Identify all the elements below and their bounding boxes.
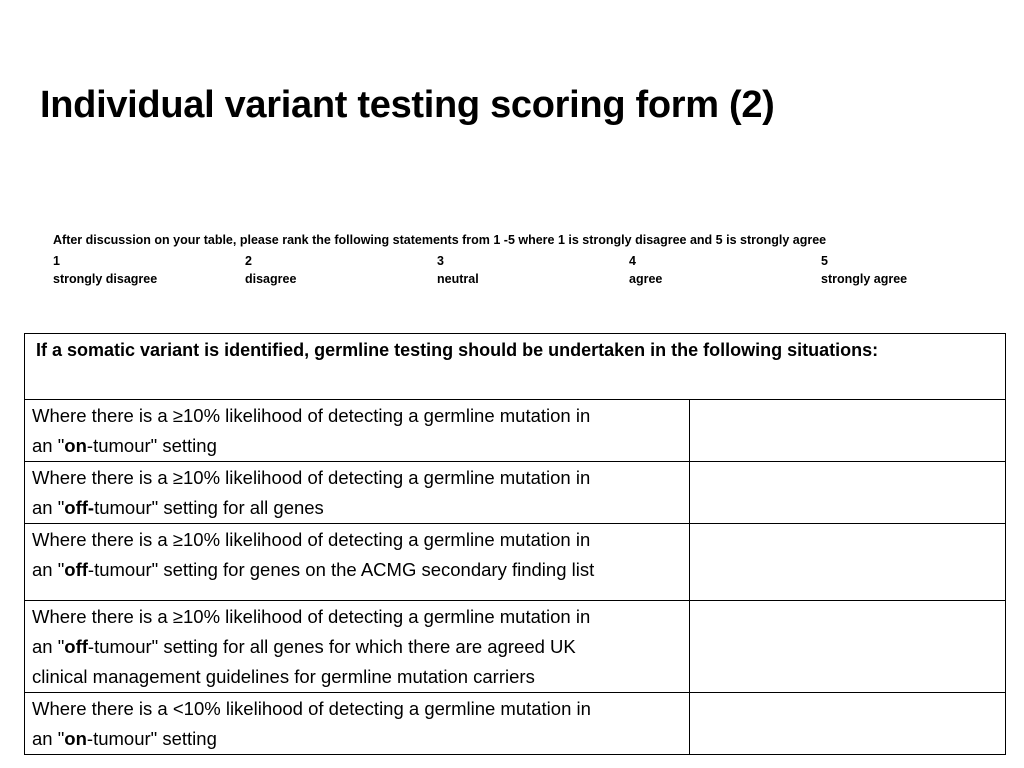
statement-emphasis: on [64,728,87,749]
table-header-row [25,334,1006,400]
scale-label-agree: agree [629,272,663,286]
scale-label-disagree: disagree [245,272,297,286]
score-cell[interactable] [690,400,1006,462]
statement-cell [25,693,690,755]
statement-text: an " [32,435,65,456]
page-title: Individual variant testing scoring form (2) [40,84,775,126]
scale-number-4: 4 [629,254,636,268]
statement-line: Where there is a ≥10% likelihood of detecting a germline mutation in [32,405,591,426]
scale-number-1: 1 [53,254,60,268]
statement-text: -tumour" setting for genes on the ACMG secondary finding list [87,559,595,580]
statement-text: an " [32,636,65,657]
score-cell[interactable] [690,462,1006,524]
scale-label-strongly-disagree: strongly disagree [53,272,158,286]
score-cell[interactable] [690,524,1006,601]
statement-text: -tumour" setting [86,728,217,749]
scale-number-3: 3 [437,254,444,268]
statement-emphasis: off [64,636,88,657]
statement-line [32,493,683,523]
statement-text: tumour" setting for all genes [94,497,324,518]
statement-text: an " [32,559,65,580]
statement-text: -tumour" setting [86,435,217,456]
statement-text: an " [32,497,65,518]
statement-line: Where there is a ≥10% likelihood of detecting a germline mutation in [32,606,591,627]
statement-cell [25,400,690,462]
statement-text: -tumour" setting for all genes for which there are agreed UK [87,636,576,657]
table-row [25,400,1006,462]
instructions-text: After discussion on your table, please rank the following statements from 1 -5 where 1 is strongly disagree and 5 is strongly agree [53,233,827,247]
scale-labels-row [53,270,1013,288]
scale-label-neutral: neutral [437,272,479,286]
rating-scale-legend [53,252,1013,288]
score-cell[interactable] [690,693,1006,755]
statement-line [32,431,683,461]
table-row [25,524,1006,601]
statement-emphasis: off- [64,497,95,518]
table-row [25,693,1006,755]
table-row [25,601,1006,693]
statement-emphasis: on [64,435,87,456]
scoring-table [24,333,1006,755]
statement-text: an " [32,728,65,749]
statement-line: Where there is a ≥10% likelihood of detecting a germline mutation in [32,467,591,488]
statement-line [32,555,683,585]
statement-cell [25,601,690,693]
statement-emphasis: off [64,559,88,580]
statement-line [32,632,683,662]
scale-number-5: 5 [821,254,828,268]
statement-cell [25,462,690,524]
scale-label-strongly-agree: strongly agree [821,272,908,286]
statement-line: Where there is a <10% likelihood of detecting a germline mutation in [32,698,591,719]
statement-line: clinical management guidelines for germline mutation carriers [32,666,535,687]
table-header: If a somatic variant is identified, germline testing should be undertaken in the following situations: [25,334,1006,400]
statement-cell [25,524,690,601]
scale-number-2: 2 [245,254,252,268]
statement-line [32,724,683,754]
statement-line: Where there is a ≥10% likelihood of detecting a germline mutation in [32,529,591,550]
table-row [25,462,1006,524]
score-cell[interactable] [690,601,1006,693]
scale-numbers-row [53,252,1013,270]
